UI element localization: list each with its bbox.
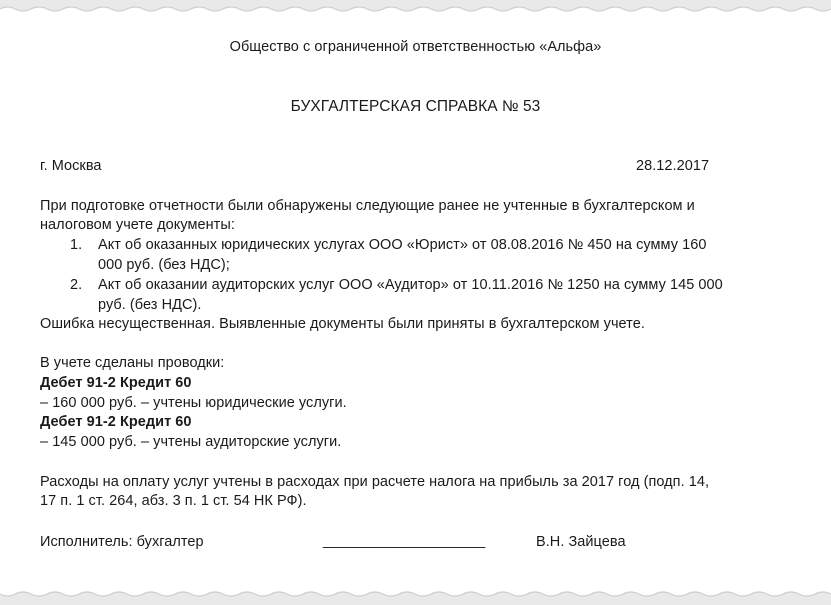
document-title: БУХГАЛТЕРСКАЯ СПРАВКА № 53: [290, 98, 541, 115]
list-item-number: 1.: [70, 237, 83, 253]
signature-label: Исполнитель: бухгалтер: [40, 534, 204, 550]
intro-text-line-2: налоговом учете документы:: [40, 217, 235, 233]
signer-name: В.Н. Зайцева: [536, 534, 626, 550]
signature-line: ____________________: [323, 533, 486, 549]
list-item-text-line-1: Акт об оказанных юридических услугах ООО «Юрист» от 08.08.2016 № 450 на сумму 160: [98, 237, 707, 253]
document-date: 28.12.2017: [636, 158, 710, 174]
list-item-text-line-2: руб. (без НДС).: [98, 297, 202, 313]
entry-description: – 145 000 руб. – учтены аудиторские услуги.: [40, 434, 342, 450]
organization-name: Общество с ограниченной ответственностью «Альфа»: [229, 39, 602, 55]
entries-heading: В учете сделаны проводки:: [40, 355, 225, 371]
conclusion-text: Ошибка несущественная. Выявленные документы были приняты в бухгалтерском учете.: [40, 316, 645, 332]
list-item-number: 2.: [70, 277, 83, 293]
entry-description: – 160 000 руб. – учтены юридические услуги.: [40, 395, 347, 411]
entry-account: Дебет 91-2 Кредит 60: [40, 414, 192, 430]
expenses-text-line-1: Расходы на оплату услуг учтены в расходах при расчете налога на прибыль за 2017 год (подп. 14,: [40, 474, 710, 490]
list-item-text-line-2: 000 руб. (без НДС);: [98, 257, 230, 273]
city: г. Москва: [40, 158, 102, 174]
list-item-text-line-1: Акт об оказании аудиторских услуг ООО «Аудитор» от 10.11.2016 № 1250 на сумму 145 000: [98, 277, 723, 293]
entry-account: Дебет 91-2 Кредит 60: [40, 375, 192, 391]
expenses-text-line-2: 17 п. 1 ст. 264, абз. 3 п. 1 ст. 54 НК РФ).: [40, 493, 307, 509]
intro-text-line-1: При подготовке отчетности были обнаружены следующие ранее не учтенные в бухгалтерском и: [40, 198, 695, 214]
